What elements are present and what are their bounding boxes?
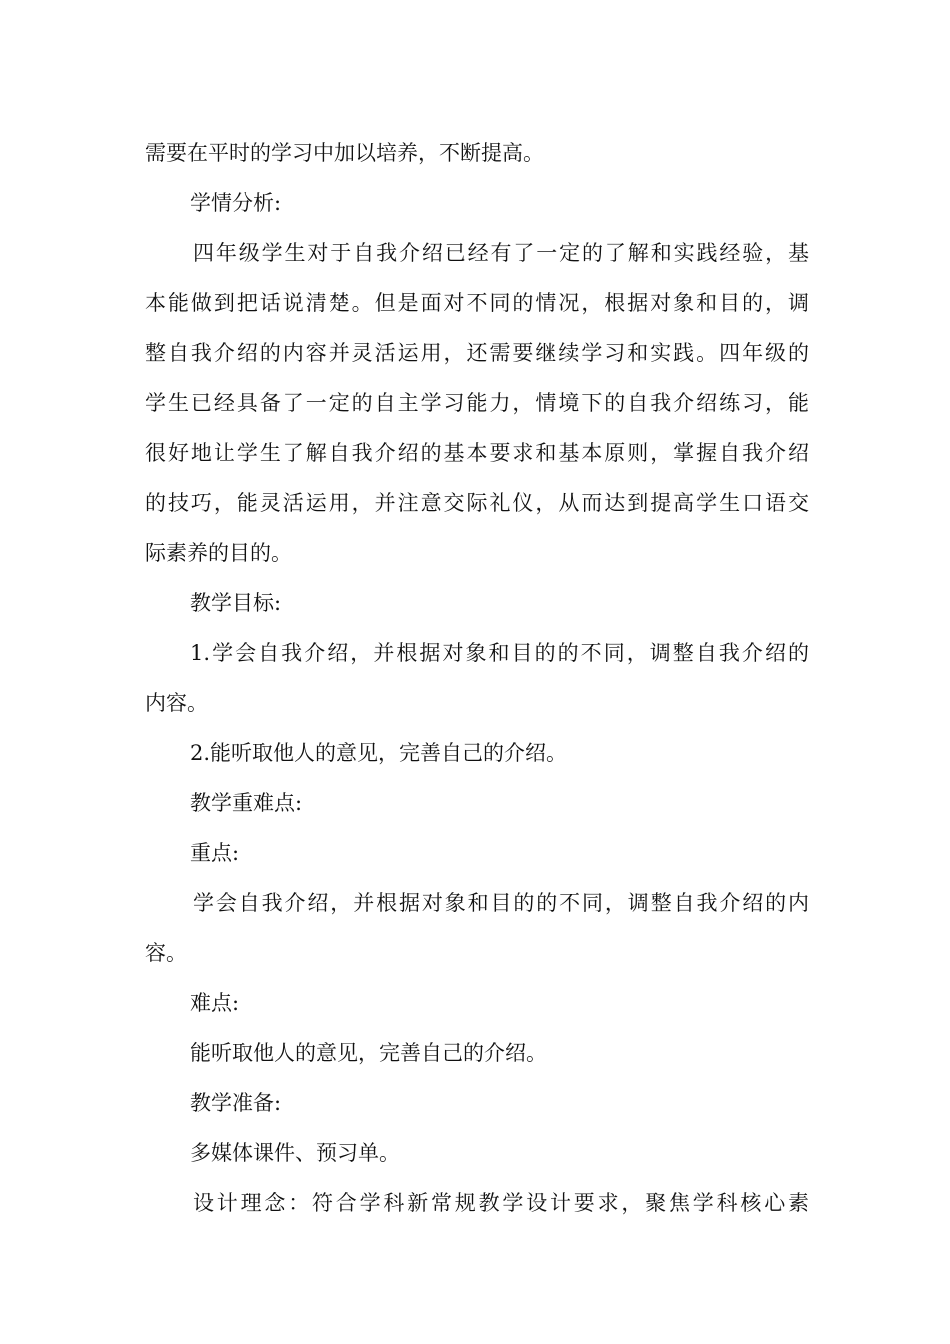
paragraph-line: 设计理念：符合学科新常规教学设计要求，聚焦学科核心素: [193, 1191, 809, 1215]
paragraph-line: 很好地让学生了解自我介绍的基本要求和基本原则，掌握自我介绍: [145, 441, 809, 465]
paragraph-line: 四年级学生对于自我介绍已经有了一定的了解和实践经验，基: [193, 241, 809, 265]
paragraph-line: 容。: [145, 941, 187, 965]
paragraph-line: 学会自我介绍，并根据对象和目的的不同，调整自我介绍的内: [193, 891, 809, 915]
paragraph-line: 学生已经具备了一定的自主学习能力，情境下的自我介绍练习，能: [145, 391, 809, 415]
subheading-focus: 重点:: [190, 841, 240, 865]
list-item: 2.能听取他人的意见，完善自己的介绍。: [190, 741, 568, 765]
subheading-difficulty: 难点:: [190, 991, 240, 1015]
paragraph-line: 多媒体课件、预习单。: [190, 1141, 400, 1165]
section-heading-learning-analysis: 学情分析:: [190, 191, 282, 215]
section-heading-key-points: 教学重难点:: [190, 791, 303, 815]
list-item: 1.学会自我介绍，并根据对象和目的的不同，调整自我介绍的: [190, 641, 809, 665]
paragraph-line: 本能做到把话说清楚。但是面对不同的情况，根据对象和目的，调: [145, 291, 809, 315]
section-heading-preparation: 教学准备:: [190, 1091, 282, 1115]
paragraph-line: 的技巧，能灵活运用，并注意交际礼仪，从而达到提高学生口语交: [145, 491, 809, 515]
paragraph-line: 能听取他人的意见，完善自己的介绍。: [190, 1041, 547, 1065]
paragraph-line: 整自我介绍的内容并灵活运用，还需要继续学习和实践。四年级的: [145, 341, 809, 365]
section-heading-teaching-goals: 教学目标:: [190, 591, 282, 615]
paragraph-line: 内容。: [145, 691, 208, 715]
paragraph-line: 需要在平时的学习中加以培养，不断提高。: [145, 141, 544, 165]
paragraph-line: 际素养的目的。: [145, 541, 292, 565]
